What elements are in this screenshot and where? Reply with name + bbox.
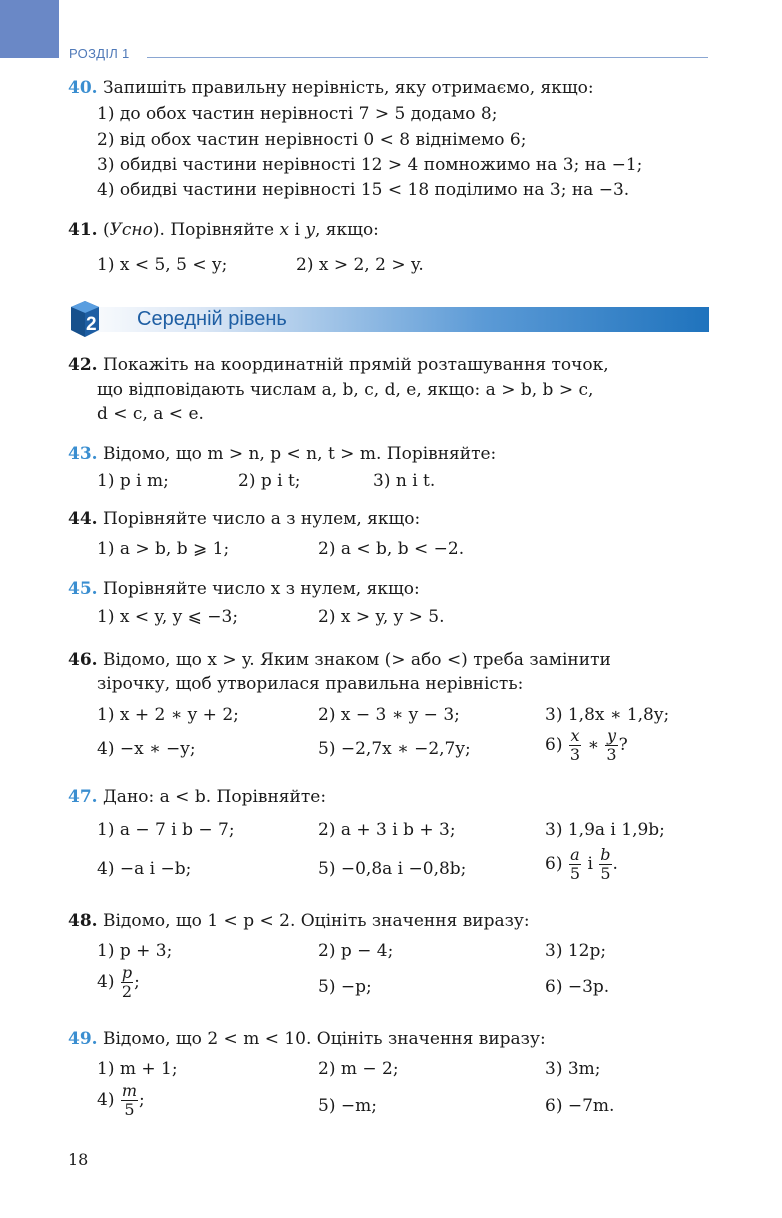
- text-part: (: [97, 220, 110, 240]
- exercise-item: 2) a < b, b < −2.: [318, 539, 465, 559]
- denominator: 5: [569, 864, 581, 883]
- exercise-item: 3) 3m;: [545, 1059, 601, 1079]
- exercise-item: 2) p і t;: [238, 471, 301, 491]
- denominator: 5: [124, 1100, 135, 1119]
- exercise-47: [68, 786, 326, 808]
- section-title: Середній рівень: [137, 308, 287, 330]
- exercise-number: 40.: [68, 78, 98, 98]
- exercise-text: Відомо, що 2 < m < 10. Оцініть значення виразу:: [97, 1029, 546, 1049]
- exercise-item: 2) p − 4;: [318, 941, 394, 961]
- chapter-label: РОЗДІЛ 1: [69, 46, 130, 61]
- exercise-item: 1) a > b, b ⩾ 1;: [97, 539, 230, 559]
- exercise-item-fraction: [545, 846, 618, 883]
- exercise-number: 46.: [68, 650, 98, 670]
- exercise-number: 42.: [68, 355, 98, 375]
- variable: y: [305, 220, 315, 240]
- denominator: 3: [606, 745, 617, 764]
- item-suffix: ?: [618, 735, 628, 755]
- item-prefix: 4): [97, 972, 120, 992]
- page-number: 18: [68, 1150, 89, 1169]
- operator: і: [582, 854, 599, 874]
- exercise-number: 47.: [68, 787, 98, 807]
- numerator: b: [600, 845, 611, 864]
- numerator: y: [606, 726, 617, 745]
- exercise-number: 44.: [68, 509, 98, 529]
- exercise-item: 1) m + 1;: [97, 1059, 178, 1079]
- numerator: x: [570, 726, 580, 745]
- exercise-item: 3) 12p;: [545, 941, 607, 961]
- exercise-text: Дано: a < b. Порівняйте:: [97, 787, 327, 807]
- exercise-number: 45.: [68, 579, 98, 599]
- exercise-item: 2) x > 2, 2 > y.: [296, 255, 424, 275]
- exercise-number: 41.: [68, 220, 98, 240]
- exercise-45: [68, 578, 420, 600]
- item-suffix: ;: [134, 972, 140, 992]
- exercise-item: 1) p + 3;: [97, 941, 173, 961]
- exercise-item: 6) −3p.: [545, 977, 610, 997]
- exercise-number: 43.: [68, 444, 98, 464]
- denominator: 2: [121, 982, 133, 1001]
- operator: ∗: [582, 735, 605, 755]
- exercise-item: 1) x < y, y ⩽ −3;: [97, 607, 239, 627]
- exercise-text: Порівняйте число a з нулем, якщо:: [97, 509, 421, 529]
- exercise-44: [68, 508, 420, 530]
- item-prefix: 6): [545, 854, 568, 874]
- fraction: [121, 1082, 138, 1119]
- denominator: 5: [600, 864, 611, 883]
- exercise-item: 2) x − 3 ∗ y − 3;: [318, 705, 460, 725]
- exercise-item-fraction: [97, 1082, 145, 1119]
- exercise-item: 4) −x ∗ −y;: [97, 739, 196, 759]
- exercise-item: 3) 1,8x ∗ 1,8y;: [545, 705, 670, 725]
- level-number: 2: [86, 314, 97, 335]
- numerator: p: [121, 963, 133, 982]
- denominator: 3: [569, 745, 581, 764]
- exercise-item: 5) −2,7x ∗ −2,7y;: [318, 739, 471, 759]
- level-cube-icon: [68, 300, 102, 338]
- text-part: ). Порівняйте: [152, 220, 280, 240]
- exercise-item: 2) m − 2;: [318, 1059, 399, 1079]
- numerator: a: [570, 845, 580, 864]
- item-suffix: .: [612, 854, 618, 874]
- exercise-item: 4) −a і −b;: [97, 859, 192, 879]
- exercise-text: Відомо, що m > n, p < n, t > m. Порівняйте:: [97, 444, 497, 464]
- text-part: , якщо:: [314, 220, 379, 240]
- fraction: [569, 846, 581, 883]
- exercise-item-fraction: [545, 727, 628, 764]
- exercise-item: 1) a − 7 і b − 7;: [97, 820, 235, 840]
- item-suffix: ;: [139, 1090, 145, 1110]
- variable: x: [279, 220, 290, 240]
- item-prefix: 6): [545, 735, 568, 755]
- exercise-46: [68, 649, 611, 671]
- text-part: і: [289, 220, 306, 240]
- exercise-40: [68, 77, 594, 99]
- exercise-41: [68, 219, 379, 241]
- exercise-text: що відповідають числам a, b, c, d, e, якщо: a > b, b > c,: [97, 380, 594, 400]
- exercise-item: 6) −7m.: [545, 1096, 615, 1116]
- exercise-text: Відомо, що x > y. Яким знаком (> або <) треба замінити: [97, 650, 611, 670]
- exercise-42: [68, 354, 609, 376]
- exercise-item: 2) x > y, y > 5.: [318, 607, 445, 627]
- exercise-item: 3) обидві частини нерівності 12 > 4 помножимо на 3; на −1;: [97, 155, 643, 175]
- exercise-item: 5) −0,8a і −0,8b;: [318, 859, 467, 879]
- exercise-text: d < c, a < e.: [97, 404, 204, 424]
- exercise-item-fraction: [97, 964, 140, 1001]
- header-rule: [147, 57, 708, 58]
- fraction: [605, 727, 617, 764]
- exercise-item: 3) 1,9a і 1,9b;: [545, 820, 665, 840]
- fraction: [121, 964, 133, 1001]
- fraction: [599, 846, 611, 883]
- numerator: m: [121, 1081, 138, 1100]
- exercise-item: 2) a + 3 і b + 3;: [318, 820, 456, 840]
- exercise-number: 48.: [68, 911, 98, 931]
- exercise-49: [68, 1028, 546, 1050]
- exercise-item: 4) обидві частини нерівності 15 < 18 поділимо на 3; на −3.: [97, 180, 630, 200]
- exercise-item: 1) x < 5, 5 < y;: [97, 255, 228, 275]
- exercise-item: 2) від обох частин нерівності 0 < 8 віднімемо 6;: [97, 130, 527, 150]
- item-prefix: 4): [97, 1090, 120, 1110]
- exercise-item: 1) до обох частин нерівності 7 > 5 додамо 8;: [97, 104, 498, 124]
- exercise-item: 5) −p;: [318, 977, 372, 997]
- exercise-text: Порівняйте число x з нулем, якщо:: [97, 579, 420, 599]
- exercise-item: 1) p і m;: [97, 471, 169, 491]
- exercise-48: [68, 910, 530, 932]
- corner-tab: [0, 0, 59, 58]
- exercise-text: Запишіть правильну нерівність, яку отримаємо, якщо:: [102, 78, 594, 98]
- exercise-item: 3) n і t.: [373, 471, 436, 491]
- exercise-item: 1) x + 2 ∗ y + 2;: [97, 705, 239, 725]
- exercise-text: Покажіть на координатній прямій розташування точок,: [97, 355, 609, 375]
- exercise-item: 5) −m;: [318, 1096, 377, 1116]
- exercise-text: Відомо, що 1 < p < 2. Оцініть значення виразу:: [97, 911, 530, 931]
- exercise-text: зірочку, щоб утворилася правильна нерівність:: [97, 674, 524, 694]
- text-part: Усно: [109, 220, 153, 240]
- fraction: [569, 727, 581, 764]
- exercise-43: [68, 443, 496, 465]
- exercise-number: 49.: [68, 1029, 98, 1049]
